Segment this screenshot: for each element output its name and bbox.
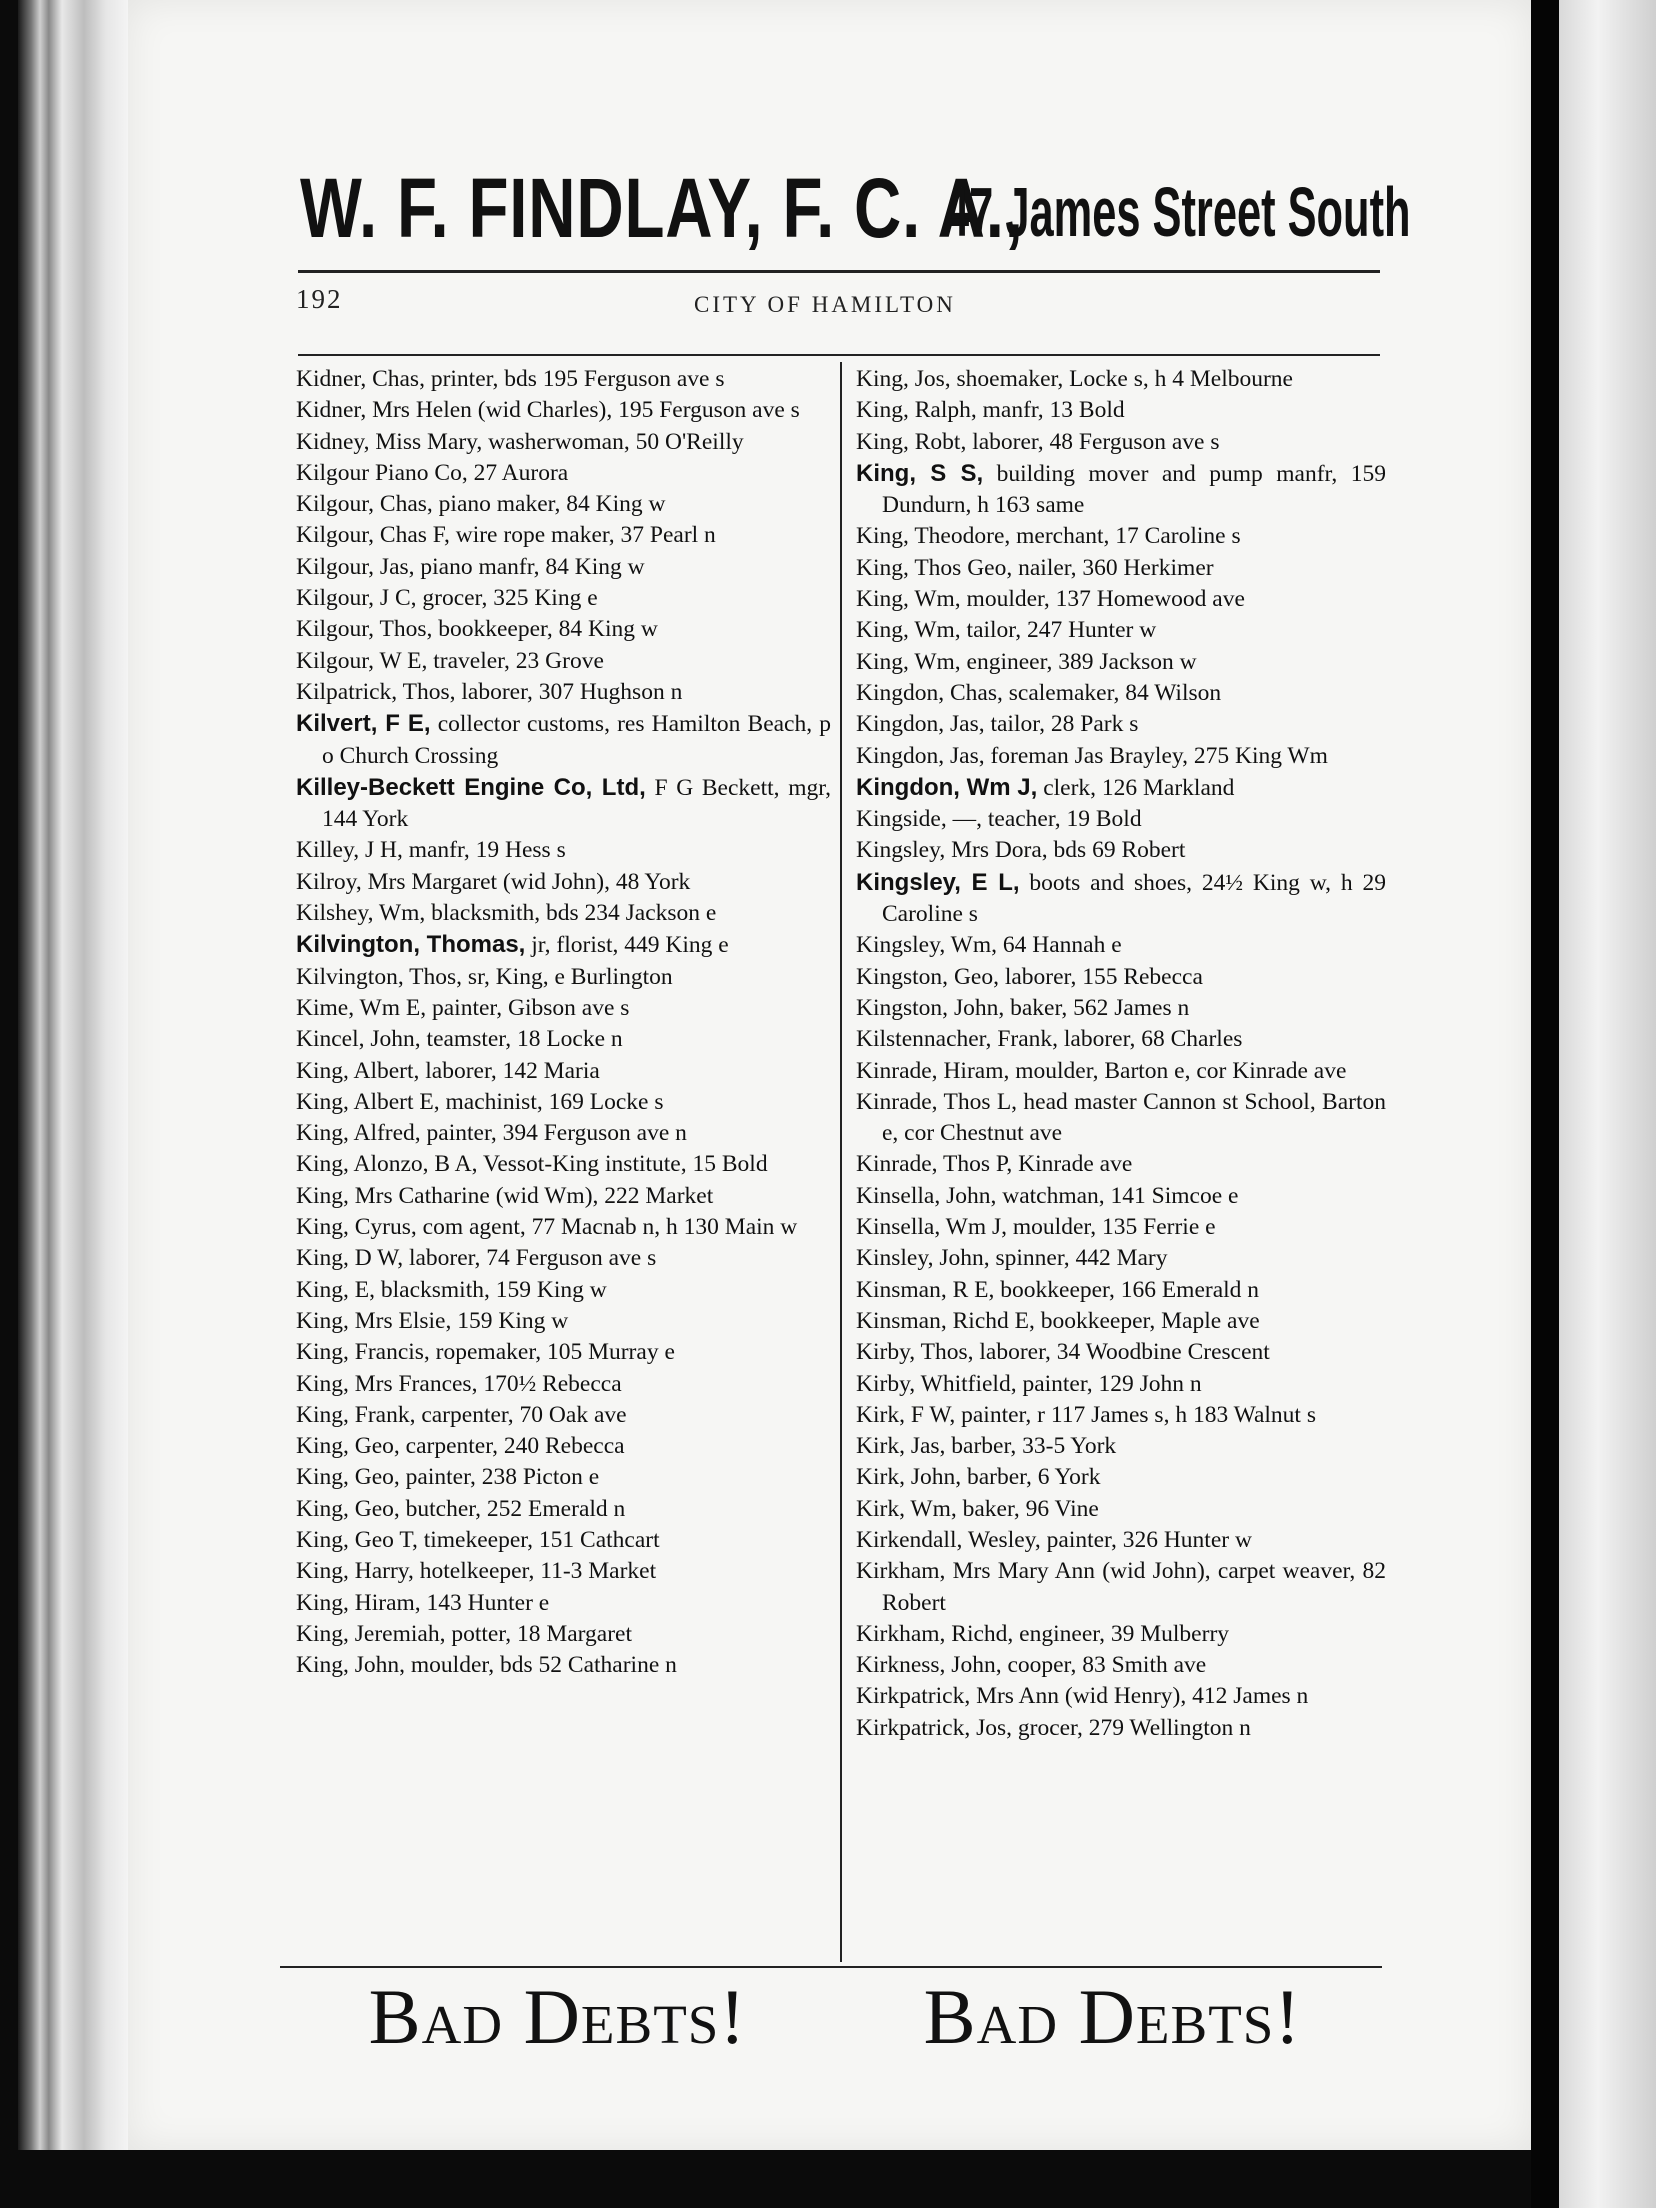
entry-details: Mrs Frances, 170½ Rebecca <box>354 1370 622 1397</box>
directory-entry <box>296 1619 831 1650</box>
directory-column-left <box>296 364 831 1681</box>
entry-details: Theodore, merchant, 17 Caroline s <box>914 523 1241 550</box>
entry-name: Kinsley, <box>856 1245 934 1272</box>
entry-details: Mrs Catharine (wid Wm), 222 Market <box>354 1182 714 1209</box>
entry-details: D W, laborer, 74 Ferguson ave s <box>354 1245 657 1272</box>
entry-details: Mrs Elsie, 159 King w <box>354 1307 569 1334</box>
directory-entry <box>296 772 831 836</box>
entry-details: Geo, painter, 238 Picton e <box>354 1464 600 1491</box>
directory-entry <box>856 804 1386 835</box>
directory-entry <box>856 1056 1386 1087</box>
directory-entry <box>296 1431 831 1462</box>
entry-name: Kinsella, <box>856 1214 941 1241</box>
entry-name: King, <box>296 1370 349 1397</box>
entry-details: Alfred, painter, 394 Ferguson ave n <box>353 1120 687 1147</box>
entry-details: Thos Geo, nailer, 360 Herkimer <box>914 554 1214 581</box>
entry-details: Francis, ropemaker, 105 Murray e <box>354 1339 675 1366</box>
entry-name: King, <box>856 397 909 424</box>
entry-details: Chas F, wire rope maker, 37 Pearl n <box>379 522 716 549</box>
entry-details: W E, traveler, 23 Grove <box>379 647 604 674</box>
column-divider <box>840 362 842 1962</box>
entry-name: Kinrade, <box>856 1151 938 1178</box>
footer-text-right: Bad Debts! <box>923 1973 1302 2060</box>
facing-page-edge <box>1559 0 1656 2208</box>
entry-details: Mrs Ann (wid Henry), 412 James n <box>976 1683 1309 1710</box>
entry-details: Richd E, bookkeeper, Maple ave <box>952 1307 1260 1334</box>
entry-name: Kingston, <box>856 994 949 1021</box>
entry-details: E, blacksmith, 159 King w <box>354 1276 607 1303</box>
advertisement-banner <box>300 158 1411 258</box>
entry-details: Albert E, machinist, 169 Locke s <box>353 1088 664 1115</box>
entry-name: Killey-Beckett Engine Co, Ltd, <box>296 773 646 801</box>
directory-entry <box>296 1275 831 1306</box>
entry-name: Kirby, <box>856 1370 916 1397</box>
directory-entry <box>856 1556 1386 1619</box>
directory-entry <box>856 553 1386 584</box>
entry-name: Kilgour, <box>296 522 375 549</box>
entry-name: King, <box>296 1182 349 1209</box>
directory-entry <box>856 395 1386 426</box>
entry-details: Mrs Helen (wid Charles), 195 Ferguson ave s <box>372 397 800 424</box>
entry-name: Kilvert, F E, <box>296 710 431 738</box>
scan-border <box>0 2150 1531 2208</box>
entry-details: Wm, 64 Hannah e <box>950 932 1122 959</box>
directory-column-right <box>856 364 1386 1744</box>
entry-name: Kingsley, E L, <box>856 868 1020 896</box>
directory-entry <box>296 614 831 645</box>
entry-name: Kincel, <box>296 1026 365 1053</box>
header-rule <box>298 354 1380 356</box>
directory-entry <box>856 772 1386 804</box>
directory-entry <box>296 552 831 583</box>
entry-details: Mrs Margaret (wid John), 48 York <box>367 868 691 895</box>
banner-address: 47 James Street South <box>945 173 1411 251</box>
entry-details: Wm, blacksmith, bds 234 Jackson e <box>378 900 717 927</box>
entry-name: King, <box>296 1589 349 1616</box>
entry-name: King, <box>296 1057 349 1084</box>
entry-details: —, teacher, 19 Bold <box>952 806 1142 833</box>
entry-details: Alonzo, B A, Vessot-King institute, 15 Bold <box>353 1151 768 1178</box>
entry-details: Frank, carpenter, 70 Oak ave <box>354 1401 627 1428</box>
entry-name: King, <box>856 366 909 392</box>
entry-name: Kilstennacher, <box>856 1026 992 1053</box>
directory-entry <box>296 1212 831 1243</box>
directory-entry <box>296 364 831 395</box>
directory-entry <box>296 583 831 614</box>
entry-details: J H, manfr, 19 Hess s <box>364 837 566 864</box>
entry-details: John, watchman, 141 Simcoe e <box>946 1182 1239 1209</box>
entry-details: R E, bookkeeper, 166 Emerald n <box>952 1276 1260 1303</box>
entry-name: Kilpatrick, <box>296 678 398 705</box>
entry-details: building mover and pump manfr, 159 Dundurn, h 163 same <box>882 460 1386 519</box>
entry-details: John, cooper, 83 Smith ave <box>951 1652 1207 1679</box>
directory-entry <box>856 1650 1386 1681</box>
directory-entry <box>856 1306 1386 1337</box>
entry-details: Geo T, timekeeper, 151 Cathcart <box>354 1526 660 1553</box>
entry-name: King, <box>296 1620 349 1647</box>
directory-entry <box>856 835 1386 866</box>
entry-details: Wm, moulder, 137 Homewood ave <box>914 586 1245 613</box>
directory-entry <box>296 1181 831 1212</box>
entry-name: King, <box>296 1339 349 1366</box>
directory-entry <box>296 835 831 866</box>
directory-entry <box>856 867 1386 931</box>
entry-name: King, <box>296 1433 349 1460</box>
entry-name: Kirkpatrick, <box>856 1683 971 1710</box>
entry-details: John, baker, 562 James n <box>953 994 1190 1021</box>
directory-entry <box>856 584 1386 615</box>
entry-name: Kingston, <box>856 963 949 990</box>
entry-name: Kidner, <box>296 366 367 392</box>
directory-entry <box>296 993 831 1024</box>
entry-name: Kingsley, <box>856 932 946 959</box>
entry-details: Jas, barber, 33-5 York <box>910 1433 1117 1460</box>
entry-name: Kilgour, <box>296 585 375 612</box>
directory-entry <box>296 395 831 426</box>
entry-name: Kirkness, <box>856 1652 946 1679</box>
entry-details: Ralph, manfr, 13 Bold <box>914 397 1125 424</box>
entry-details: Geo, carpenter, 240 Rebecca <box>354 1433 625 1460</box>
entry-name: King, <box>296 1464 349 1491</box>
entry-name: Kirby, <box>856 1339 916 1366</box>
entry-name: Kime, <box>296 994 355 1021</box>
directory-entry <box>856 930 1386 961</box>
directory-entry <box>856 1713 1386 1744</box>
directory-entry <box>856 458 1386 522</box>
entry-name: King, <box>296 1276 349 1303</box>
entry-name: Kilvington, Thomas, <box>296 931 526 959</box>
directory-entry <box>296 458 831 489</box>
entry-name: Kingside, <box>856 806 947 833</box>
page-number: 192 <box>296 284 343 314</box>
entry-details: John, moulder, bds 52 Catharine n <box>354 1652 677 1679</box>
entry-name: Kingsley, <box>856 837 946 864</box>
directory-entry <box>856 1275 1386 1306</box>
directory-entry <box>856 1400 1386 1431</box>
directory-entry <box>296 708 831 772</box>
entry-details: Thos, laborer, 34 Woodbine Crescent <box>920 1339 1270 1366</box>
entry-details: Robt, laborer, 48 Ferguson ave s <box>914 428 1220 455</box>
directory-entry <box>296 1024 831 1055</box>
entry-name: Kinsman, <box>856 1276 947 1303</box>
directory-entry <box>856 678 1386 709</box>
directory-entry <box>296 677 831 708</box>
entry-details: Wm, engineer, 389 Jackson w <box>914 648 1197 675</box>
entry-name: King, <box>296 1558 349 1585</box>
entry-details: Wm, baker, 96 Vine <box>910 1495 1099 1522</box>
entry-details: collector customs, res Hamilton Beach, p o Church Crossing <box>322 711 831 769</box>
directory-entry <box>296 1369 831 1400</box>
directory-entry <box>856 1337 1386 1368</box>
directory-entry <box>296 1149 831 1180</box>
running-title: CITY OF HAMILTON <box>694 292 956 317</box>
entry-details: Chas, printer, bds 195 Ferguson ave s <box>372 366 725 392</box>
entry-name: Kingdon, <box>856 711 945 738</box>
entry-name: King, <box>296 1652 349 1679</box>
entry-details: Hiram, moulder, Barton e, cor Kinrade ave <box>943 1057 1347 1084</box>
entry-details: Harry, hotelkeeper, 11-3 Market <box>354 1558 657 1585</box>
entry-details: Albert, laborer, 142 Maria <box>353 1057 600 1084</box>
entry-name: Kirk, <box>856 1433 905 1460</box>
entry-name: Kingdon, <box>856 679 945 706</box>
entry-name: King, <box>296 1401 349 1428</box>
entry-details: Piano Co, 27 Aurora <box>374 459 569 486</box>
entry-details: John, barber, 6 York <box>910 1464 1101 1491</box>
entry-details: Wm E, painter, Gibson ave s <box>359 994 630 1021</box>
directory-entry <box>296 1306 831 1337</box>
directory-entry <box>856 364 1386 395</box>
entry-name: Kilshey, <box>296 900 374 927</box>
entry-name: Kinsella, <box>856 1182 941 1209</box>
entry-details: Jos, shoemaker, Locke s, h 4 Melbourne <box>914 366 1293 392</box>
directory-entry <box>296 1650 831 1681</box>
entry-details: Thos P, Kinrade ave <box>943 1151 1133 1178</box>
directory-entry <box>296 962 831 993</box>
directory-entry <box>856 1369 1386 1400</box>
directory-entry <box>856 1462 1386 1493</box>
footer-text-left: Bad Debts! <box>368 1973 747 2060</box>
book-page-edges <box>18 0 128 2150</box>
entry-name: King, <box>856 586 909 613</box>
directory-entry <box>856 1024 1386 1055</box>
entry-name: King, <box>856 617 909 644</box>
directory-entry <box>296 1525 831 1556</box>
directory-entry <box>296 1462 831 1493</box>
entry-name: Killey, <box>296 837 360 864</box>
directory-entry <box>856 521 1386 552</box>
entry-name: King, <box>296 1245 349 1272</box>
directory-entry <box>856 615 1386 646</box>
directory-entry <box>296 1556 831 1587</box>
entry-details: Geo, butcher, 252 Emerald n <box>354 1495 626 1522</box>
entry-name: Kilgour, <box>296 491 375 518</box>
entry-name: King, <box>856 648 909 675</box>
directory-entry <box>856 962 1386 993</box>
entry-name: Kilvington, <box>296 963 404 990</box>
entry-name: King, <box>296 1151 349 1178</box>
directory-entry <box>296 1087 831 1118</box>
entry-details: Frank, laborer, 68 Charles <box>997 1026 1243 1053</box>
directory-entry <box>296 1337 831 1368</box>
directory-entry <box>296 1588 831 1619</box>
entry-name: Kilgour, <box>296 647 375 674</box>
entry-details: Thos, bookkeeper, 84 King w <box>379 616 658 643</box>
directory-entry <box>296 929 831 961</box>
entry-details: Hiram, 143 Hunter e <box>354 1589 550 1616</box>
directory-entry <box>296 1494 831 1525</box>
directory-entry <box>296 898 831 929</box>
entry-details: Geo, laborer, 155 Rebecca <box>953 963 1203 990</box>
entry-details: F W, painter, r 117 James s, h 183 Walnut s <box>910 1401 1316 1428</box>
entry-name: King, <box>296 1495 349 1522</box>
entry-name: Kirk, <box>856 1495 905 1522</box>
entry-details: Mrs Dora, bds 69 Robert <box>951 837 1186 864</box>
entry-name: Kilgour, <box>296 616 375 643</box>
directory-entry <box>856 741 1386 772</box>
entry-name: King, <box>856 428 909 455</box>
entry-details: Thos, laborer, 307 Hughson n <box>402 678 683 705</box>
entry-details: Jeremiah, potter, 18 Margaret <box>354 1620 633 1647</box>
entry-details: jr, florist, 449 King e <box>531 932 729 959</box>
entry-details: Whitfield, painter, 129 John n <box>920 1370 1202 1397</box>
entry-name: King, <box>856 554 909 581</box>
entry-name: King, S S, <box>856 459 984 487</box>
entry-name: Kidner, <box>296 397 367 424</box>
directory-entry <box>856 1243 1386 1274</box>
entry-details: Chas, scalemaker, 84 Wilson <box>950 679 1222 706</box>
directory-entry <box>296 1400 831 1431</box>
entry-details: John, spinner, 442 Mary <box>939 1245 1168 1272</box>
directory-entry <box>856 709 1386 740</box>
entry-name: King, <box>296 1214 349 1241</box>
entry-name: King, <box>296 1526 349 1553</box>
directory-entry <box>296 1118 831 1149</box>
entry-details: Richd, engineer, 39 Mulberry <box>951 1620 1230 1647</box>
entry-details: F G Beckett, mgr, 144 York <box>322 774 831 833</box>
directory-entry <box>296 520 831 551</box>
entry-name: Kirk, <box>856 1401 905 1428</box>
directory-entry <box>856 1525 1386 1556</box>
entry-name: Kilroy, <box>296 868 362 895</box>
directory-entry <box>856 1681 1386 1712</box>
directory-entry <box>296 1056 831 1087</box>
entry-details: Wm, tailor, 247 Hunter w <box>914 617 1157 644</box>
directory-entry <box>856 1431 1386 1462</box>
entry-details: Jos, grocer, 279 Wellington n <box>976 1714 1251 1741</box>
entry-name: King, <box>856 523 909 550</box>
directory-entry <box>856 427 1386 458</box>
directory-entry <box>296 489 831 520</box>
entry-details: Jas, foreman Jas Brayley, 275 King Wm <box>950 742 1328 769</box>
entry-name: King, <box>296 1088 349 1115</box>
banner-firm-name: W. F. FINDLAY, F. C. A., <box>300 161 1024 255</box>
book-gutter <box>1531 0 1559 2208</box>
entry-name: Kilgour <box>296 459 370 486</box>
entry-details: J C, grocer, 325 King e <box>379 585 598 612</box>
entry-details: Chas, piano maker, 84 King w <box>379 491 666 518</box>
entry-name: King, <box>296 1307 349 1334</box>
directory-entry <box>856 1087 1386 1150</box>
entry-name: Kirkendall, <box>856 1526 963 1553</box>
banner-rule <box>298 270 1380 273</box>
directory-entry <box>856 1619 1386 1650</box>
entry-name: Kirkham, <box>856 1558 946 1585</box>
directory-entry <box>856 647 1386 678</box>
entry-name: Kinsman, <box>856 1307 947 1334</box>
entry-details: Mrs Mary Ann (wid John), carpet weaver, 82 Robert <box>882 1558 1386 1616</box>
entry-name: Kinrade, <box>856 1057 938 1084</box>
entry-details: Thos L, head master Cannon st School, Barton e, cor Chestnut ave <box>882 1088 1386 1147</box>
entry-details: Thos, sr, King, e Burlington <box>409 963 673 990</box>
entry-details: boots and shoes, 24½ King w, h 29 Caroline s <box>882 869 1387 928</box>
entry-name: Kilgour, <box>296 553 375 580</box>
entry-name: Kinrade, <box>856 1088 938 1115</box>
entry-name: Kingdon, Wm J, <box>856 773 1038 801</box>
directory-entry <box>856 1212 1386 1243</box>
entry-name: King, <box>296 1120 349 1147</box>
footer-rule <box>280 1966 1382 1968</box>
directory-entry <box>856 1494 1386 1525</box>
directory-entry <box>856 993 1386 1024</box>
entry-name: Kirk, <box>856 1464 905 1491</box>
entry-name: Kirkpatrick, <box>856 1714 971 1741</box>
entry-name: Kirkham, <box>856 1620 946 1647</box>
directory-entry <box>296 867 831 898</box>
directory-entry <box>856 1181 1386 1212</box>
entry-name: Kidney, <box>296 428 370 455</box>
entry-details: Wesley, painter, 326 Hunter w <box>967 1526 1252 1553</box>
entry-details: Miss Mary, washerwoman, 50 O'Reilly <box>375 428 744 455</box>
entry-details: Jas, piano manfr, 84 King w <box>379 553 645 580</box>
entry-details: Wm J, moulder, 135 Ferrie e <box>945 1214 1216 1241</box>
directory-entry <box>296 427 831 458</box>
directory-entry <box>296 646 831 677</box>
entry-name: Kingdon, <box>856 742 945 769</box>
directory-entry <box>296 1243 831 1274</box>
entry-details: Jas, tailor, 28 Park s <box>950 711 1139 738</box>
entry-details: clerk, 126 Markland <box>1043 774 1235 801</box>
entry-details: Cyrus, com agent, 77 Macnab n, h 130 Main w <box>354 1214 798 1241</box>
directory-entry <box>856 1149 1386 1180</box>
footer-advertisement <box>280 1972 1390 2062</box>
entry-details: John, teamster, 18 Locke n <box>370 1026 623 1053</box>
